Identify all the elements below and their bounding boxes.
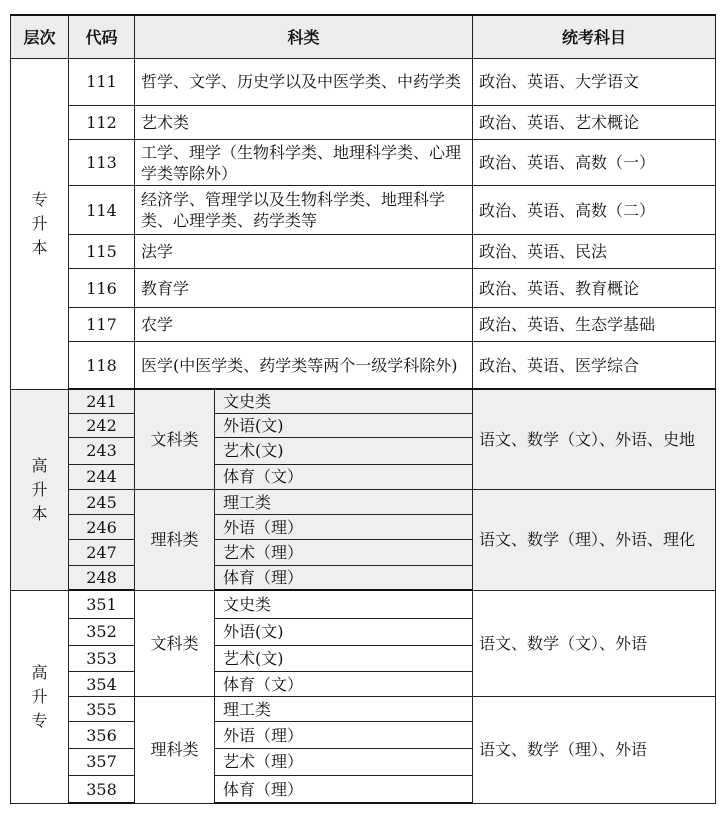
category-cell: 医学(中医学类、药学类等两个一级学科除外) bbox=[135, 342, 473, 390]
code-cell: 111 bbox=[69, 59, 135, 106]
exam-cell: 语文、数学（文）、外语、史地 bbox=[473, 389, 716, 489]
subcategory-cell: 外语（理） bbox=[215, 722, 473, 748]
code-cell: 355 bbox=[69, 697, 135, 722]
code-cell: 351 bbox=[69, 590, 135, 618]
category-cell: 哲学、文学、历史学以及中医学类、中药学类 bbox=[135, 59, 473, 106]
subcategory-cell: 艺术(文) bbox=[215, 645, 473, 671]
code-cell: 353 bbox=[69, 645, 135, 671]
code-cell: 113 bbox=[69, 139, 135, 186]
table-row bbox=[11, 342, 716, 390]
table-row bbox=[11, 59, 716, 106]
code-cell: 112 bbox=[69, 105, 135, 139]
exam-cell: 政治、英语、生态学基础 bbox=[473, 307, 716, 341]
category-cell: 法学 bbox=[135, 235, 473, 269]
subcategory-cell: 文史类 bbox=[215, 389, 473, 413]
code-cell: 245 bbox=[69, 489, 135, 514]
subcategory-cell: 艺术（理） bbox=[215, 748, 473, 775]
code-cell: 247 bbox=[69, 540, 135, 565]
subcategory-cell: 艺术(文) bbox=[215, 438, 473, 464]
code-cell: 352 bbox=[69, 619, 135, 645]
code-cell: 356 bbox=[69, 722, 135, 748]
subcategory-cell: 外语(文) bbox=[215, 619, 473, 645]
code-cell: 243 bbox=[69, 438, 135, 464]
code-cell: 354 bbox=[69, 671, 135, 696]
group-cell-sci: 理科类 bbox=[135, 697, 215, 803]
table-row bbox=[11, 389, 716, 413]
table-row bbox=[11, 186, 716, 235]
exam-cell: 政治、英语、高数（一） bbox=[473, 139, 716, 186]
code-cell: 242 bbox=[69, 414, 135, 438]
subcategory-cell: 理工类 bbox=[215, 697, 473, 722]
category-cell: 工学、理学（生物科学类、地理科学类、心理学类等除外） bbox=[135, 139, 473, 186]
exam-cell: 政治、英语、教育概论 bbox=[473, 269, 716, 307]
table-row bbox=[11, 235, 716, 269]
group-cell-arts: 文科类 bbox=[135, 590, 215, 696]
code-cell: 246 bbox=[69, 515, 135, 540]
level-cell-zsb: 专升本 bbox=[11, 59, 69, 390]
code-cell: 116 bbox=[69, 269, 135, 307]
exam-cell: 政治、英语、大学语文 bbox=[473, 59, 716, 106]
header-exam: 统考科目 bbox=[473, 15, 716, 59]
category-cell: 农学 bbox=[135, 307, 473, 341]
subcategory-cell: 体育（理） bbox=[215, 776, 473, 803]
subcategory-cell: 文史类 bbox=[215, 590, 473, 618]
code-cell: 244 bbox=[69, 464, 135, 489]
table-row bbox=[11, 139, 716, 186]
exam-cell: 政治、英语、高数（二） bbox=[473, 186, 716, 235]
exam-cell: 政治、英语、医学综合 bbox=[473, 342, 716, 390]
table-row bbox=[11, 269, 716, 307]
header-category: 科类 bbox=[135, 15, 473, 59]
group-cell-arts: 文科类 bbox=[135, 389, 215, 489]
subcategory-cell: 体育（理） bbox=[215, 565, 473, 590]
subcategory-cell: 艺术（理） bbox=[215, 540, 473, 565]
group-cell-sci: 理科类 bbox=[135, 489, 215, 590]
header-row bbox=[11, 15, 716, 59]
exam-cell: 语文、数学（理）、外语、理化 bbox=[473, 489, 716, 590]
exam-cell: 语文、数学（文）、外语 bbox=[473, 590, 716, 696]
code-cell: 358 bbox=[69, 776, 135, 803]
subcategory-cell: 体育（文） bbox=[215, 671, 473, 696]
exam-subjects-table bbox=[10, 14, 716, 804]
code-cell: 118 bbox=[69, 342, 135, 390]
exam-cell: 政治、英语、艺术概论 bbox=[473, 105, 716, 139]
level-cell-gsb: 高升本 bbox=[11, 389, 69, 590]
code-cell: 115 bbox=[69, 235, 135, 269]
category-cell: 教育学 bbox=[135, 269, 473, 307]
subcategory-cell: 理工类 bbox=[215, 489, 473, 514]
code-cell: 357 bbox=[69, 748, 135, 775]
code-cell: 241 bbox=[69, 389, 135, 413]
subcategory-cell: 外语(文) bbox=[215, 414, 473, 438]
table-row bbox=[11, 307, 716, 341]
category-cell: 经济学、管理学以及生物科学类、地理科学类、心理学类、药学类等 bbox=[135, 186, 473, 235]
code-cell: 117 bbox=[69, 307, 135, 341]
header-level: 层次 bbox=[11, 15, 69, 59]
header-code: 代码 bbox=[69, 15, 135, 59]
exam-cell: 语文、数学（理）、外语 bbox=[473, 697, 716, 803]
table-row bbox=[11, 697, 716, 722]
code-cell: 248 bbox=[69, 565, 135, 590]
exam-cell: 政治、英语、民法 bbox=[473, 235, 716, 269]
level-cell-gsz: 高升专 bbox=[11, 590, 69, 803]
table-row bbox=[11, 590, 716, 618]
code-cell: 114 bbox=[69, 186, 135, 235]
subcategory-cell: 外语（理） bbox=[215, 515, 473, 540]
category-cell: 艺术类 bbox=[135, 105, 473, 139]
subcategory-cell: 体育（文） bbox=[215, 464, 473, 489]
table-row bbox=[11, 105, 716, 139]
table-row bbox=[11, 489, 716, 514]
